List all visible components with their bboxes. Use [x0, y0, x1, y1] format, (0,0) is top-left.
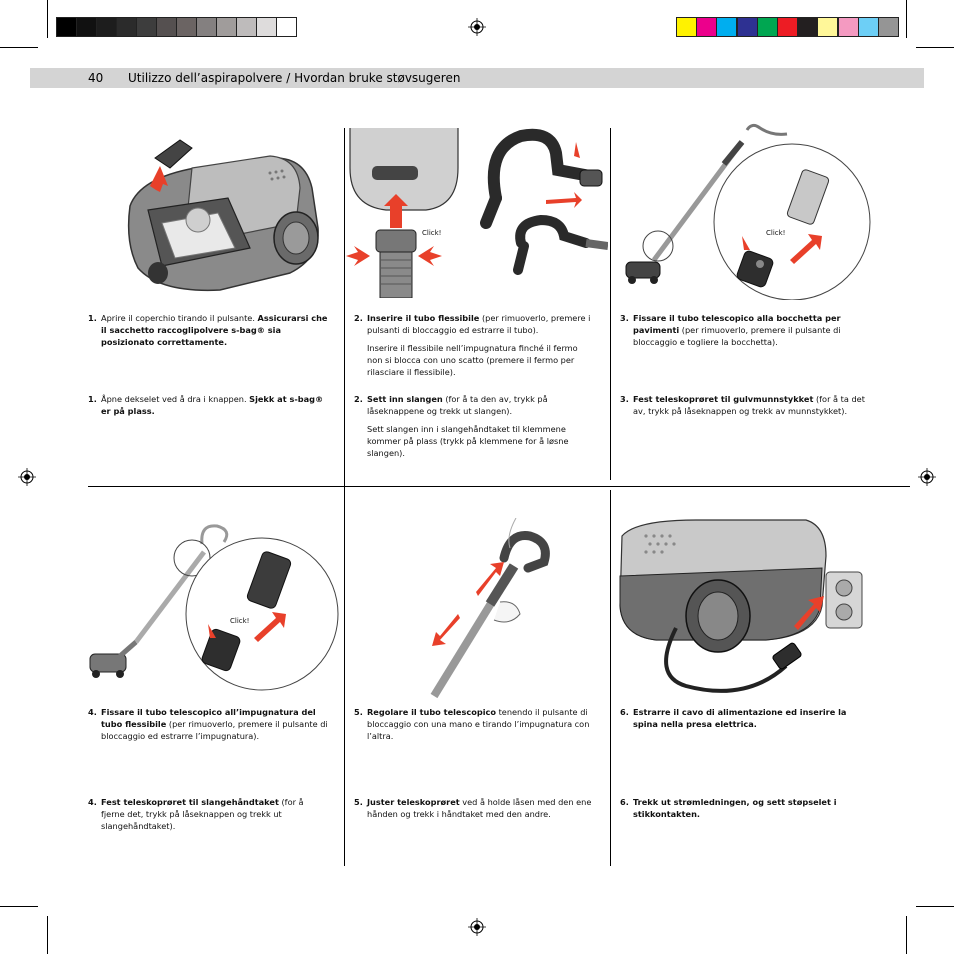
- gray-swatch: [236, 17, 257, 37]
- click-label: Click!: [766, 229, 786, 237]
- gray-swatch: [116, 17, 137, 37]
- step-4-italian: 4. Fissare il tubo telescopico all’impugnatura del tubo flessibile (per rimuoverlo, premere il pulsante di bloccaggio ed estrarre l’impugnatura).: [88, 707, 328, 741]
- color-swatch: [878, 17, 899, 37]
- column-divider: [610, 490, 611, 866]
- gray-swatch: [196, 17, 217, 37]
- step-5-norwegian: 5. Juster teleskoprøret ved å holde låsen med den ene hånden og trekk i håndtaket med den andre.: [354, 797, 592, 819]
- gray-swatch: [96, 17, 117, 37]
- crop-mark: [906, 0, 907, 38]
- color-swatch: [716, 17, 737, 37]
- adjust-telescopic-tube-illustration: [420, 518, 560, 700]
- page-title: Utilizzo dell’aspirapolvere / Hvordan bruke støvsugeren: [128, 71, 461, 85]
- gray-swatch: [176, 17, 197, 37]
- step-1-italian: 1. Aprire il coperchio tirando il pulsante. Assicurarsi che il sacchetto raccoglipolvere s-bag® sia posizionato correttamente.: [88, 313, 328, 347]
- step-3-italian: 3. Fissare il tubo telescopico alla bocchetta per pavimenti (per rimuoverlo, premere il pulsante di bloccaggio e togliere la bocchetta).: [620, 313, 841, 347]
- click-label: Click!: [422, 229, 442, 237]
- registration-mark-icon: [18, 468, 36, 486]
- crop-mark: [906, 916, 907, 954]
- color-swatch: [737, 17, 758, 37]
- power-cord-plug-illustration: [616, 516, 876, 706]
- crop-mark: [916, 47, 954, 48]
- color-swatch: [696, 17, 717, 37]
- color-swatch: [838, 17, 859, 37]
- gray-swatch: [156, 17, 177, 37]
- gray-swatch: [276, 17, 297, 37]
- registration-mark-icon: [468, 18, 486, 36]
- row-divider: [88, 486, 910, 487]
- page-number: 40: [88, 71, 104, 85]
- telescopic-tube-handle-illustration: [82, 514, 344, 700]
- column-divider: [610, 128, 611, 480]
- color-swatch: [777, 17, 798, 37]
- color-swatch: [676, 17, 697, 37]
- registration-mark-icon: [468, 918, 486, 936]
- step-2-italian: 2. Inserire il tubo flessibile (per rimuoverlo, premere i pulsanti di bloccaggio ed estrarre il tubo). Inserire il flessibile nell’impugnatura finché il fermo non si blocca con uno scatto (premere il fermo per rilasciare il flessibile).: [354, 313, 591, 377]
- telescopic-tube-floor-nozzle-illustration: [612, 122, 878, 300]
- step-6-italian: 6. Estrarre il cavo di alimentazione ed inserire la spina nella presa elettrica.: [620, 707, 847, 729]
- gray-swatch: [76, 17, 97, 37]
- step-4-norwegian: 4. Fest teleskoprøret til slangehåndtaket (for å fjerne det, trykk på låseknappen og trekk ut slangehåndtaket).: [88, 797, 304, 831]
- step-2-norwegian: 2. Sett inn slangen (for å ta den av, trykk på låseknappene og trekk ut slangen). Sett slangen inn i slangehåndtaket til klemmene kommer på plass (trykk på klemmene for å løsne slangen).: [354, 394, 569, 458]
- gray-swatch: [216, 17, 237, 37]
- page-header: [30, 68, 924, 88]
- gray-swatch: [256, 17, 277, 37]
- crop-mark: [47, 0, 48, 38]
- crop-mark: [916, 906, 954, 907]
- crop-mark: [0, 47, 38, 48]
- click-label: Click!: [230, 617, 250, 625]
- vacuum-open-lid-illustration: [100, 128, 330, 296]
- color-swatch: [817, 17, 838, 37]
- registration-mark-icon: [918, 468, 936, 486]
- color-swatch: [797, 17, 818, 37]
- color-swatch: [757, 17, 778, 37]
- gray-swatch: [136, 17, 157, 37]
- color-swatch: [858, 17, 879, 37]
- step-5-italian: 5. Regolare il tubo telescopico tenendo il pulsante di bloccaggio con una mano e tirando l’impugnatura con l’altra.: [354, 707, 590, 741]
- crop-mark: [47, 916, 48, 954]
- step-6-norwegian: 6. Trekk ut strømledningen, og sett støpselet i stikkontakten.: [620, 797, 837, 819]
- column-divider: [344, 128, 345, 866]
- gray-swatch: [56, 17, 77, 37]
- step-3-norwegian: 3. Fest teleskoprøret til gulvmunnstykket (for å ta det av, trykk på låseknappen og trekk av munnstykket).: [620, 394, 865, 416]
- hose-insertion-illustration: [346, 128, 608, 298]
- crop-mark: [0, 906, 38, 907]
- step-1-norwegian: 1. Åpne dekselet ved å dra i knappen. Sjekk at s-bag® er på plass.: [88, 394, 324, 416]
